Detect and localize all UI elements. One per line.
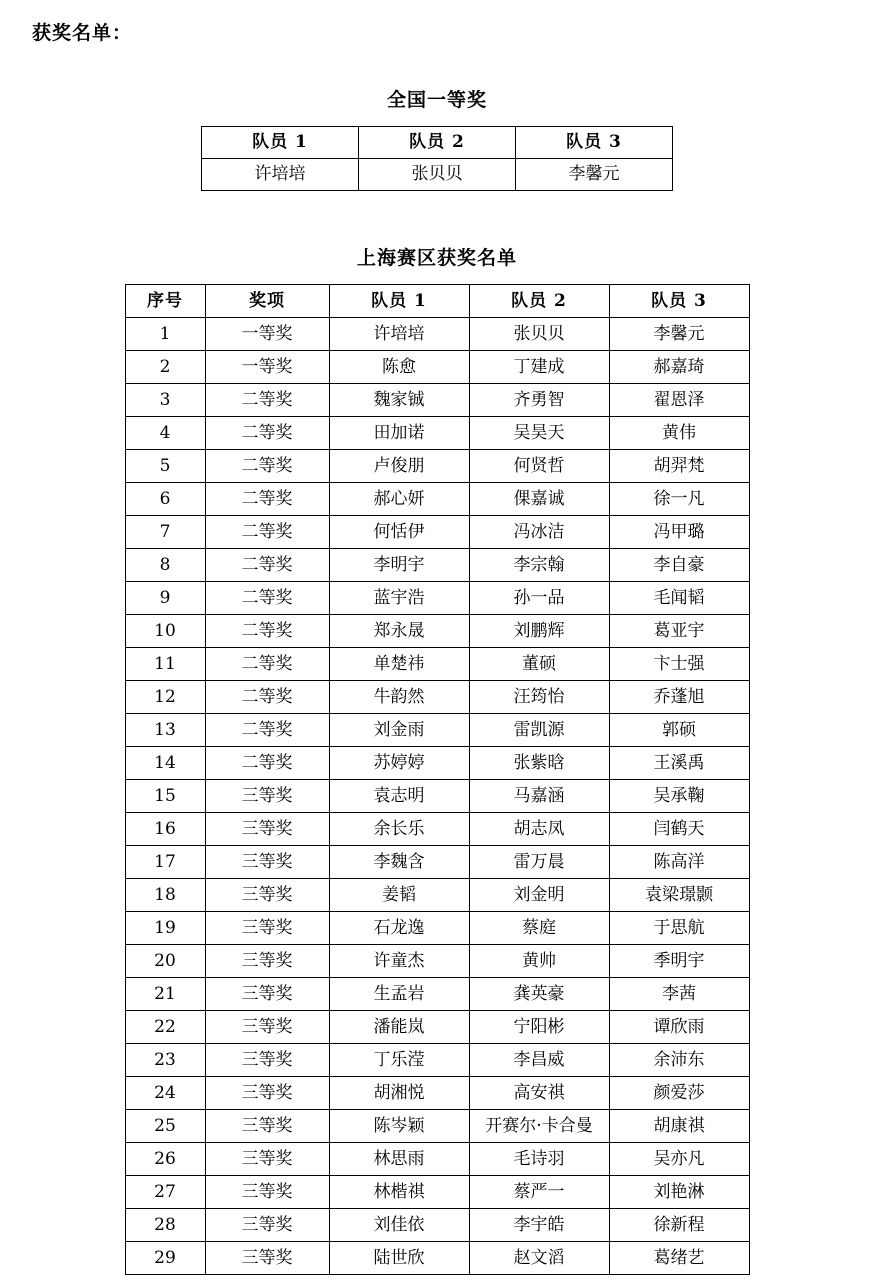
table-row <box>125 714 749 747</box>
table-row <box>125 846 749 879</box>
cell-member2: 龚英豪 <box>469 978 609 1011</box>
cell-member1: 陈愈 <box>329 351 469 384</box>
cell-member2: 蔡严一 <box>469 1176 609 1209</box>
table-row <box>125 549 749 582</box>
cell-index: 22 <box>125 1011 205 1044</box>
cell-member1: 许童杰 <box>329 945 469 978</box>
cell-member2: 孙一品 <box>469 582 609 615</box>
cell-index: 8 <box>125 549 205 582</box>
cell-index: 9 <box>125 582 205 615</box>
cell-index: 18 <box>125 879 205 912</box>
cell-member1: 余长乐 <box>329 813 469 846</box>
cell-award: 三等奖 <box>205 780 329 813</box>
cell-index: 11 <box>125 648 205 681</box>
cell-index: 23 <box>125 1044 205 1077</box>
cell-member1: 郑永晟 <box>329 615 469 648</box>
cell-member3: 郭硕 <box>609 714 749 747</box>
table-row <box>125 780 749 813</box>
cell-member2: 张紫晗 <box>469 747 609 780</box>
cell-member3: 颜爱莎 <box>609 1077 749 1110</box>
cell-index: 19 <box>125 912 205 945</box>
table-row <box>125 384 749 417</box>
cell-member2: 黄帅 <box>469 945 609 978</box>
table-row <box>125 681 749 714</box>
cell-member2: 毛诗羽 <box>469 1143 609 1176</box>
cell-award: 三等奖 <box>205 1209 329 1242</box>
table-row <box>125 747 749 780</box>
cell-member2: 张贝贝 <box>359 159 516 191</box>
cell-member2: 吴昊天 <box>469 417 609 450</box>
column-header-member2: 队员 2 <box>469 285 609 318</box>
cell-member1: 田加诺 <box>329 417 469 450</box>
cell-member2: 马嘉涵 <box>469 780 609 813</box>
cell-award: 三等奖 <box>205 1077 329 1110</box>
cell-member3: 季明宇 <box>609 945 749 978</box>
column-header-member3: 队员 3 <box>516 127 673 159</box>
cell-member3: 吴承鞠 <box>609 780 749 813</box>
cell-member2: 何贤哲 <box>469 450 609 483</box>
table-row <box>125 1176 749 1209</box>
cell-award: 二等奖 <box>205 714 329 747</box>
cell-member1: 潘能岚 <box>329 1011 469 1044</box>
cell-member2: 李宗翰 <box>469 549 609 582</box>
cell-award: 二等奖 <box>205 417 329 450</box>
cell-index: 2 <box>125 351 205 384</box>
table-header-row <box>202 127 673 159</box>
cell-member3: 乔蓬旭 <box>609 681 749 714</box>
cell-award: 一等奖 <box>205 318 329 351</box>
cell-member1: 蓝宇浩 <box>329 582 469 615</box>
table-row <box>125 945 749 978</box>
cell-member3: 吴亦凡 <box>609 1143 749 1176</box>
cell-member2: 雷凯源 <box>469 714 609 747</box>
cell-award: 二等奖 <box>205 681 329 714</box>
cell-index: 13 <box>125 714 205 747</box>
table-row <box>125 1110 749 1143</box>
cell-member1: 丁乐滢 <box>329 1044 469 1077</box>
cell-member1: 许培培 <box>329 318 469 351</box>
cell-member2: 丁建成 <box>469 351 609 384</box>
cell-member3: 毛闻韬 <box>609 582 749 615</box>
cell-member3: 翟恩泽 <box>609 384 749 417</box>
table-row <box>125 351 749 384</box>
cell-member3: 于思航 <box>609 912 749 945</box>
cell-member2: 宁阳彬 <box>469 1011 609 1044</box>
cell-member1: 胡湘悦 <box>329 1077 469 1110</box>
cell-index: 14 <box>125 747 205 780</box>
cell-award: 三等奖 <box>205 1011 329 1044</box>
cell-index: 28 <box>125 1209 205 1242</box>
table-row <box>202 159 673 191</box>
cell-member3: 徐一凡 <box>609 483 749 516</box>
cell-member1: 单楚祎 <box>329 648 469 681</box>
cell-member1: 刘金雨 <box>329 714 469 747</box>
cell-member2: 冯冰洁 <box>469 516 609 549</box>
cell-award: 三等奖 <box>205 1176 329 1209</box>
table-row <box>125 615 749 648</box>
cell-index: 16 <box>125 813 205 846</box>
cell-member3: 胡羿梵 <box>609 450 749 483</box>
cell-member3: 李自豪 <box>609 549 749 582</box>
cell-index: 27 <box>125 1176 205 1209</box>
cell-member3: 李馨元 <box>609 318 749 351</box>
regional-section-title: 上海赛区获奖名单 <box>356 247 517 269</box>
cell-member2: 雷万晨 <box>469 846 609 879</box>
column-header-member2: 队员 2 <box>359 127 516 159</box>
cell-member3: 黄伟 <box>609 417 749 450</box>
table-row <box>125 1143 749 1176</box>
cell-award: 三等奖 <box>205 945 329 978</box>
cell-index: 4 <box>125 417 205 450</box>
column-header-member1: 队员 1 <box>329 285 469 318</box>
cell-index: 15 <box>125 780 205 813</box>
cell-member2: 开赛尔·卡合曼 <box>469 1110 609 1143</box>
cell-award: 二等奖 <box>205 582 329 615</box>
cell-member2: 蔡庭 <box>469 912 609 945</box>
cell-member1: 许培培 <box>202 159 359 191</box>
cell-member2: 齐勇智 <box>469 384 609 417</box>
regional-table-body <box>125 318 749 1275</box>
cell-member3: 袁梁璟颢 <box>609 879 749 912</box>
cell-member2: 张贝贝 <box>469 318 609 351</box>
cell-member1: 石龙逸 <box>329 912 469 945</box>
cell-member1: 魏家铖 <box>329 384 469 417</box>
table-row <box>125 978 749 1011</box>
cell-member1: 袁志明 <box>329 780 469 813</box>
table-row <box>125 450 749 483</box>
cell-member2: 刘金明 <box>469 879 609 912</box>
cell-member3: 余沛东 <box>609 1044 749 1077</box>
cell-award: 二等奖 <box>205 384 329 417</box>
cell-award: 二等奖 <box>205 615 329 648</box>
table-row <box>125 417 749 450</box>
cell-member3: 闫鹤天 <box>609 813 749 846</box>
cell-member1: 卢俊朋 <box>329 450 469 483</box>
cell-award: 二等奖 <box>205 747 329 780</box>
cell-award: 三等奖 <box>205 846 329 879</box>
cell-member2: 李宇皓 <box>469 1209 609 1242</box>
cell-member2: 赵文滔 <box>469 1242 609 1275</box>
cell-index: 12 <box>125 681 205 714</box>
cell-member3: 葛亚宇 <box>609 615 749 648</box>
cell-award: 二等奖 <box>205 483 329 516</box>
page-title: 获奖名单： <box>32 22 133 44</box>
cell-award: 三等奖 <box>205 912 329 945</box>
cell-index: 3 <box>125 384 205 417</box>
cell-member3: 葛绪艺 <box>609 1242 749 1275</box>
cell-award: 二等奖 <box>205 516 329 549</box>
cell-member2: 董硕 <box>469 648 609 681</box>
cell-member3: 谭欣雨 <box>609 1011 749 1044</box>
table-row <box>125 1077 749 1110</box>
cell-member1: 李魏含 <box>329 846 469 879</box>
cell-index: 21 <box>125 978 205 1011</box>
cell-index: 25 <box>125 1110 205 1143</box>
cell-member2: 倮嘉诚 <box>469 483 609 516</box>
cell-index: 17 <box>125 846 205 879</box>
cell-member2: 汪筠怡 <box>469 681 609 714</box>
table-row <box>125 1242 749 1275</box>
cell-member2: 高安祺 <box>469 1077 609 1110</box>
cell-member1: 刘佳依 <box>329 1209 469 1242</box>
cell-index: 7 <box>125 516 205 549</box>
table-row <box>125 1044 749 1077</box>
table-row <box>125 648 749 681</box>
cell-member3: 李馨元 <box>516 159 673 191</box>
cell-award: 三等奖 <box>205 1110 329 1143</box>
cell-member3: 王溪禹 <box>609 747 749 780</box>
cell-award: 三等奖 <box>205 813 329 846</box>
column-header-index: 序号 <box>125 285 205 318</box>
table-row <box>125 582 749 615</box>
cell-award: 三等奖 <box>205 1242 329 1275</box>
table-row <box>125 813 749 846</box>
cell-award: 一等奖 <box>205 351 329 384</box>
cell-member1: 陆世欣 <box>329 1242 469 1275</box>
cell-member2: 李昌威 <box>469 1044 609 1077</box>
cell-award: 三等奖 <box>205 978 329 1011</box>
cell-award: 二等奖 <box>205 549 329 582</box>
table-row <box>125 879 749 912</box>
cell-member3: 冯甲璐 <box>609 516 749 549</box>
cell-member3: 卞士强 <box>609 648 749 681</box>
cell-member1: 陈岑颖 <box>329 1110 469 1143</box>
cell-index: 24 <box>125 1077 205 1110</box>
cell-member3: 刘艳淋 <box>609 1176 749 1209</box>
cell-member1: 林楷祺 <box>329 1176 469 1209</box>
cell-member1: 李明宇 <box>329 549 469 582</box>
national-section-title: 全国一等奖 <box>386 89 487 111</box>
cell-index: 1 <box>125 318 205 351</box>
cell-member3: 郝嘉琦 <box>609 351 749 384</box>
cell-member1: 苏婷婷 <box>329 747 469 780</box>
cell-member1: 何恬伊 <box>329 516 469 549</box>
cell-index: 10 <box>125 615 205 648</box>
cell-member1: 郝心妍 <box>329 483 469 516</box>
cell-index: 20 <box>125 945 205 978</box>
table-row <box>125 1011 749 1044</box>
cell-index: 6 <box>125 483 205 516</box>
cell-index: 26 <box>125 1143 205 1176</box>
cell-member3: 胡康祺 <box>609 1110 749 1143</box>
column-header-award: 奖项 <box>205 285 329 318</box>
cell-member1: 生孟岩 <box>329 978 469 1011</box>
cell-member2: 胡志凤 <box>469 813 609 846</box>
table-row <box>125 483 749 516</box>
cell-award: 三等奖 <box>205 1044 329 1077</box>
cell-index: 29 <box>125 1242 205 1275</box>
cell-award: 二等奖 <box>205 450 329 483</box>
cell-member3: 陈高洋 <box>609 846 749 879</box>
cell-member3: 李茜 <box>609 978 749 1011</box>
table-row <box>125 318 749 351</box>
cell-award: 二等奖 <box>205 648 329 681</box>
table-header-row <box>125 285 749 318</box>
cell-member1: 姜韬 <box>329 879 469 912</box>
cell-award: 三等奖 <box>205 879 329 912</box>
table-row <box>125 516 749 549</box>
regional-award-table <box>125 284 750 1275</box>
column-header-member1: 队员 1 <box>202 127 359 159</box>
cell-index: 5 <box>125 450 205 483</box>
cell-member1: 牛韵然 <box>329 681 469 714</box>
cell-award: 三等奖 <box>205 1143 329 1176</box>
cell-member3: 徐新程 <box>609 1209 749 1242</box>
cell-member2: 刘鹏辉 <box>469 615 609 648</box>
national-award-table <box>201 126 673 191</box>
table-row <box>125 912 749 945</box>
cell-member1: 林思雨 <box>329 1143 469 1176</box>
column-header-member3: 队员 3 <box>609 285 749 318</box>
